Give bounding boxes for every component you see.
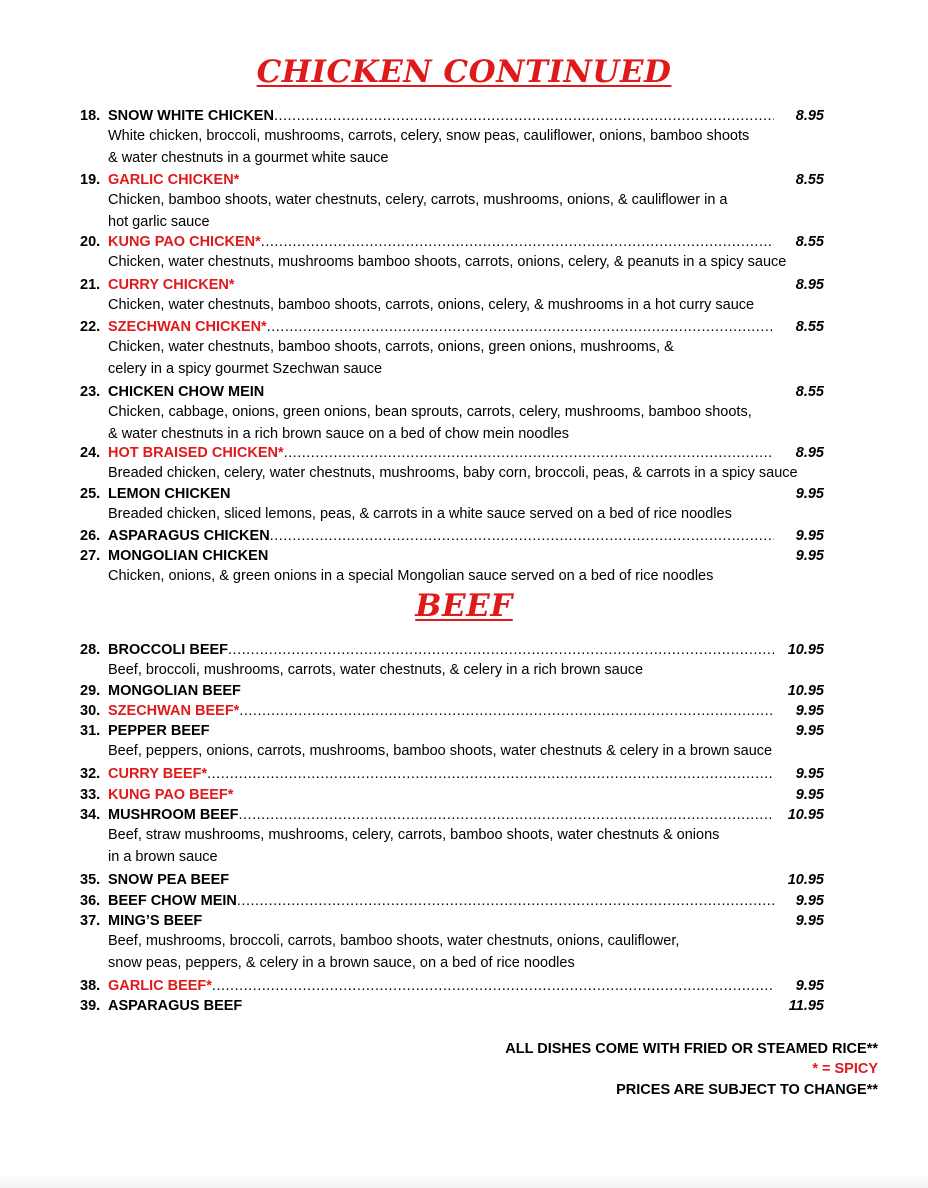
menu-item-number: 23. xyxy=(80,384,101,400)
menu-item-price: 9.95 xyxy=(795,913,824,929)
menu-item-description: Beef, peppers, onions, carrots, mushrooms, bamboo shoots, water chestnuts & celery in a brown sauce xyxy=(108,743,773,759)
menu-item-price: 9.95 xyxy=(795,528,824,544)
menu-item-name: MONGOLIAN BEEF xyxy=(108,683,241,699)
menu-item-header xyxy=(80,764,824,784)
dot-leader xyxy=(207,764,774,784)
menu-item-description: Beef, straw mushrooms, mushrooms, celery, carrots, bamboo shoots, water chestnuts & onions xyxy=(108,827,720,843)
menu-item-price: 8.55 xyxy=(795,172,824,188)
menu-item-number: 33. xyxy=(80,787,101,803)
menu-item-price: 9.95 xyxy=(795,766,824,782)
menu-item-name: SZECHWAN BEEF* xyxy=(108,703,240,719)
menu-item-number: 27. xyxy=(80,548,101,564)
page-bottom-edge xyxy=(0,1174,928,1188)
menu-item-name: ASPARAGUS BEEF xyxy=(108,998,243,1014)
menu-item-name: MING’S BEEF xyxy=(108,913,203,929)
menu-item-number: 39. xyxy=(80,998,101,1014)
dot-leader xyxy=(267,317,774,337)
menu-item-description: Beef, broccoli, mushrooms, carrots, water chestnuts, & celery in a rich brown sauce xyxy=(108,662,644,678)
menu-item-header xyxy=(80,546,824,566)
dot-leader xyxy=(239,701,774,721)
menu-item-name: MONGOLIAN CHICKEN xyxy=(108,548,269,564)
menu-item-description: Chicken, onions, & green onions in a special Mongolian sauce served on a bed of rice noodles xyxy=(108,568,714,584)
menu-item-header xyxy=(80,443,824,463)
menu-item-name: HOT BRAISED CHICKEN* xyxy=(108,445,284,461)
menu-item-name: GARLIC CHICKEN* xyxy=(108,172,240,188)
menu-item-name: SNOW WHITE CHICKEN xyxy=(108,108,274,124)
menu-item-name: SZECHWAN CHICKEN* xyxy=(108,319,267,335)
menu-item-name: MUSHROOM BEEF xyxy=(108,807,239,823)
menu-item-price: 8.95 xyxy=(795,445,824,461)
menu-item-header xyxy=(80,996,824,1016)
dot-leader xyxy=(212,976,774,996)
menu-item-header xyxy=(80,275,824,295)
menu-item-number: 34. xyxy=(80,807,101,823)
menu-item-name: SNOW PEA BEEF xyxy=(108,872,230,888)
footer-price-note: PRICES ARE SUBJECT TO CHANGE** xyxy=(616,1082,878,1098)
menu-item-description: Chicken, water chestnuts, bamboo shoots, carrots, onions, green onions, mushrooms, & xyxy=(108,339,674,355)
menu-item-price: 9.95 xyxy=(795,787,824,803)
menu-item-header xyxy=(80,170,824,190)
menu-item-header xyxy=(80,382,824,402)
menu-item-price: 9.95 xyxy=(795,893,824,909)
menu-item-name: PEPPER BEEF xyxy=(108,723,210,739)
menu-item-header xyxy=(80,721,824,741)
menu-item-name: CURRY CHICKEN* xyxy=(108,277,235,293)
menu-item-description: White chicken, broccoli, mushrooms, carrots, celery, snow peas, cauliflower, onions, bamboo shoots xyxy=(108,128,750,144)
dot-leader xyxy=(228,640,774,660)
section-title-beef: BEEF xyxy=(415,588,513,624)
menu-item-price: 11.95 xyxy=(788,998,824,1014)
menu-item-price: 8.95 xyxy=(795,277,824,293)
menu-item-number: 25. xyxy=(80,486,101,502)
menu-item-price: 10.95 xyxy=(787,683,824,699)
menu-item-price: 9.95 xyxy=(795,548,824,564)
menu-item-header xyxy=(80,805,824,825)
menu-item-number: 20. xyxy=(80,234,101,250)
menu-item-description: & water chestnuts in a gourmet white sauce xyxy=(108,149,389,166)
menu-item-header xyxy=(80,870,824,890)
menu-item-price: 10.95 xyxy=(787,807,824,823)
menu-item-header xyxy=(80,681,824,701)
dot-leader xyxy=(237,891,774,911)
menu-item-price: 10.95 xyxy=(787,872,824,888)
menu-item-number: 22. xyxy=(80,319,101,335)
menu-item-price: 8.55 xyxy=(795,384,824,400)
menu-item-price: 10.95 xyxy=(787,642,824,658)
menu-item-header xyxy=(80,976,824,996)
menu-item-price: 9.95 xyxy=(795,978,824,994)
footer-rice-note: ALL DISHES COME WITH FRIED OR STEAMED RICE** xyxy=(505,1041,878,1057)
dot-leader xyxy=(239,805,775,825)
menu-item-number: 37. xyxy=(80,913,101,929)
dot-leader xyxy=(274,106,774,126)
menu-item-number: 29. xyxy=(80,683,101,699)
menu-item-number: 19. xyxy=(80,172,101,188)
menu-item-number: 28. xyxy=(80,642,101,658)
menu-item-price: 8.55 xyxy=(795,234,824,250)
menu-item-description: celery in a spicy gourmet Szechwan sauce xyxy=(108,360,383,377)
menu-item-price: 9.95 xyxy=(795,486,824,502)
menu-item-number: 38. xyxy=(80,978,101,994)
menu-item-description: Breaded chicken, celery, water chestnuts, mushrooms, baby corn, broccoli, peas, & carrots in a spicy sauce xyxy=(108,465,798,481)
menu-item-description: Chicken, water chestnuts, mushrooms bamboo shoots, carrots, onions, celery, & peanuts in a spicy sauce xyxy=(108,254,787,270)
menu-item-description: & water chestnuts in a rich brown sauce on a bed of chow mein noodles xyxy=(108,425,570,442)
menu-item-header xyxy=(80,232,824,252)
menu-item-number: 26. xyxy=(80,528,101,544)
menu-item-header xyxy=(80,106,824,126)
menu-item-header xyxy=(80,640,824,660)
menu-item-header xyxy=(80,785,824,805)
menu-item-number: 30. xyxy=(80,703,101,719)
menu-item-header xyxy=(80,701,824,721)
menu-item-name: KUNG PAO CHICKEN* xyxy=(108,234,261,250)
section-title-chicken: CHICKEN CONTINUED xyxy=(256,54,672,90)
menu-item-name: CURRY BEEF* xyxy=(108,766,208,782)
menu-item-number: 36. xyxy=(80,893,101,909)
dot-leader xyxy=(270,526,774,546)
dot-leader xyxy=(284,443,774,463)
menu-item-name: KUNG PAO BEEF* xyxy=(108,787,234,803)
menu-item-header xyxy=(80,891,824,911)
menu-item-price: 8.55 xyxy=(795,319,824,335)
menu-item-number: 21. xyxy=(80,277,101,293)
menu-item-description: Breaded chicken, sliced lemons, peas, & carrots in a white sauce served on a bed of rice noodles xyxy=(108,506,732,522)
menu-item-description: Chicken, water chestnuts, bamboo shoots, carrots, onions, celery, & mushrooms in a hot curry sauce xyxy=(108,297,755,313)
menu-item-name: LEMON CHICKEN xyxy=(108,486,231,502)
menu-item-description: Beef, mushrooms, broccoli, carrots, bamboo shoots, water chestnuts, onions, cauliflower, xyxy=(108,933,680,949)
menu-item-price: 9.95 xyxy=(795,723,824,739)
menu-item-description: Chicken, bamboo shoots, water chestnuts, celery, carrots, mushrooms, onions, & cauliflower in a xyxy=(108,192,728,208)
footer-spicy-legend: * = SPICY xyxy=(812,1061,878,1077)
menu-item-header xyxy=(80,526,824,546)
menu-item-header xyxy=(80,911,824,931)
menu-item-number: 35. xyxy=(80,872,101,888)
menu-item-number: 31. xyxy=(80,723,101,739)
menu-item-price: 8.95 xyxy=(795,108,824,124)
menu-item-name: BROCCOLI BEEF xyxy=(108,642,229,658)
menu-item-description: Chicken, cabbage, onions, green onions, bean sprouts, carrots, celery, mushrooms, bamboo shoots, xyxy=(108,404,752,420)
menu-item-description: hot garlic sauce xyxy=(108,213,210,230)
menu-item-name: GARLIC BEEF* xyxy=(108,978,212,994)
menu-item-name: ASPARAGUS CHICKEN xyxy=(108,528,270,544)
dot-leader xyxy=(261,232,774,252)
menu-item-number: 32. xyxy=(80,766,101,782)
menu-item-header xyxy=(80,317,824,337)
menu-item-name: CHICKEN CHOW MEIN xyxy=(108,384,265,400)
menu-item-name: BEEF CHOW MEIN xyxy=(108,893,237,909)
menu-item-description: snow peas, peppers, & celery in a brown sauce, on a bed of rice noodles xyxy=(108,954,575,971)
menu-item-header xyxy=(80,484,824,504)
menu-item-price: 9.95 xyxy=(795,703,824,719)
menu-item-number: 18. xyxy=(80,108,101,124)
menu-item-number: 24. xyxy=(80,445,101,461)
menu-item-description: in a brown sauce xyxy=(108,848,218,865)
